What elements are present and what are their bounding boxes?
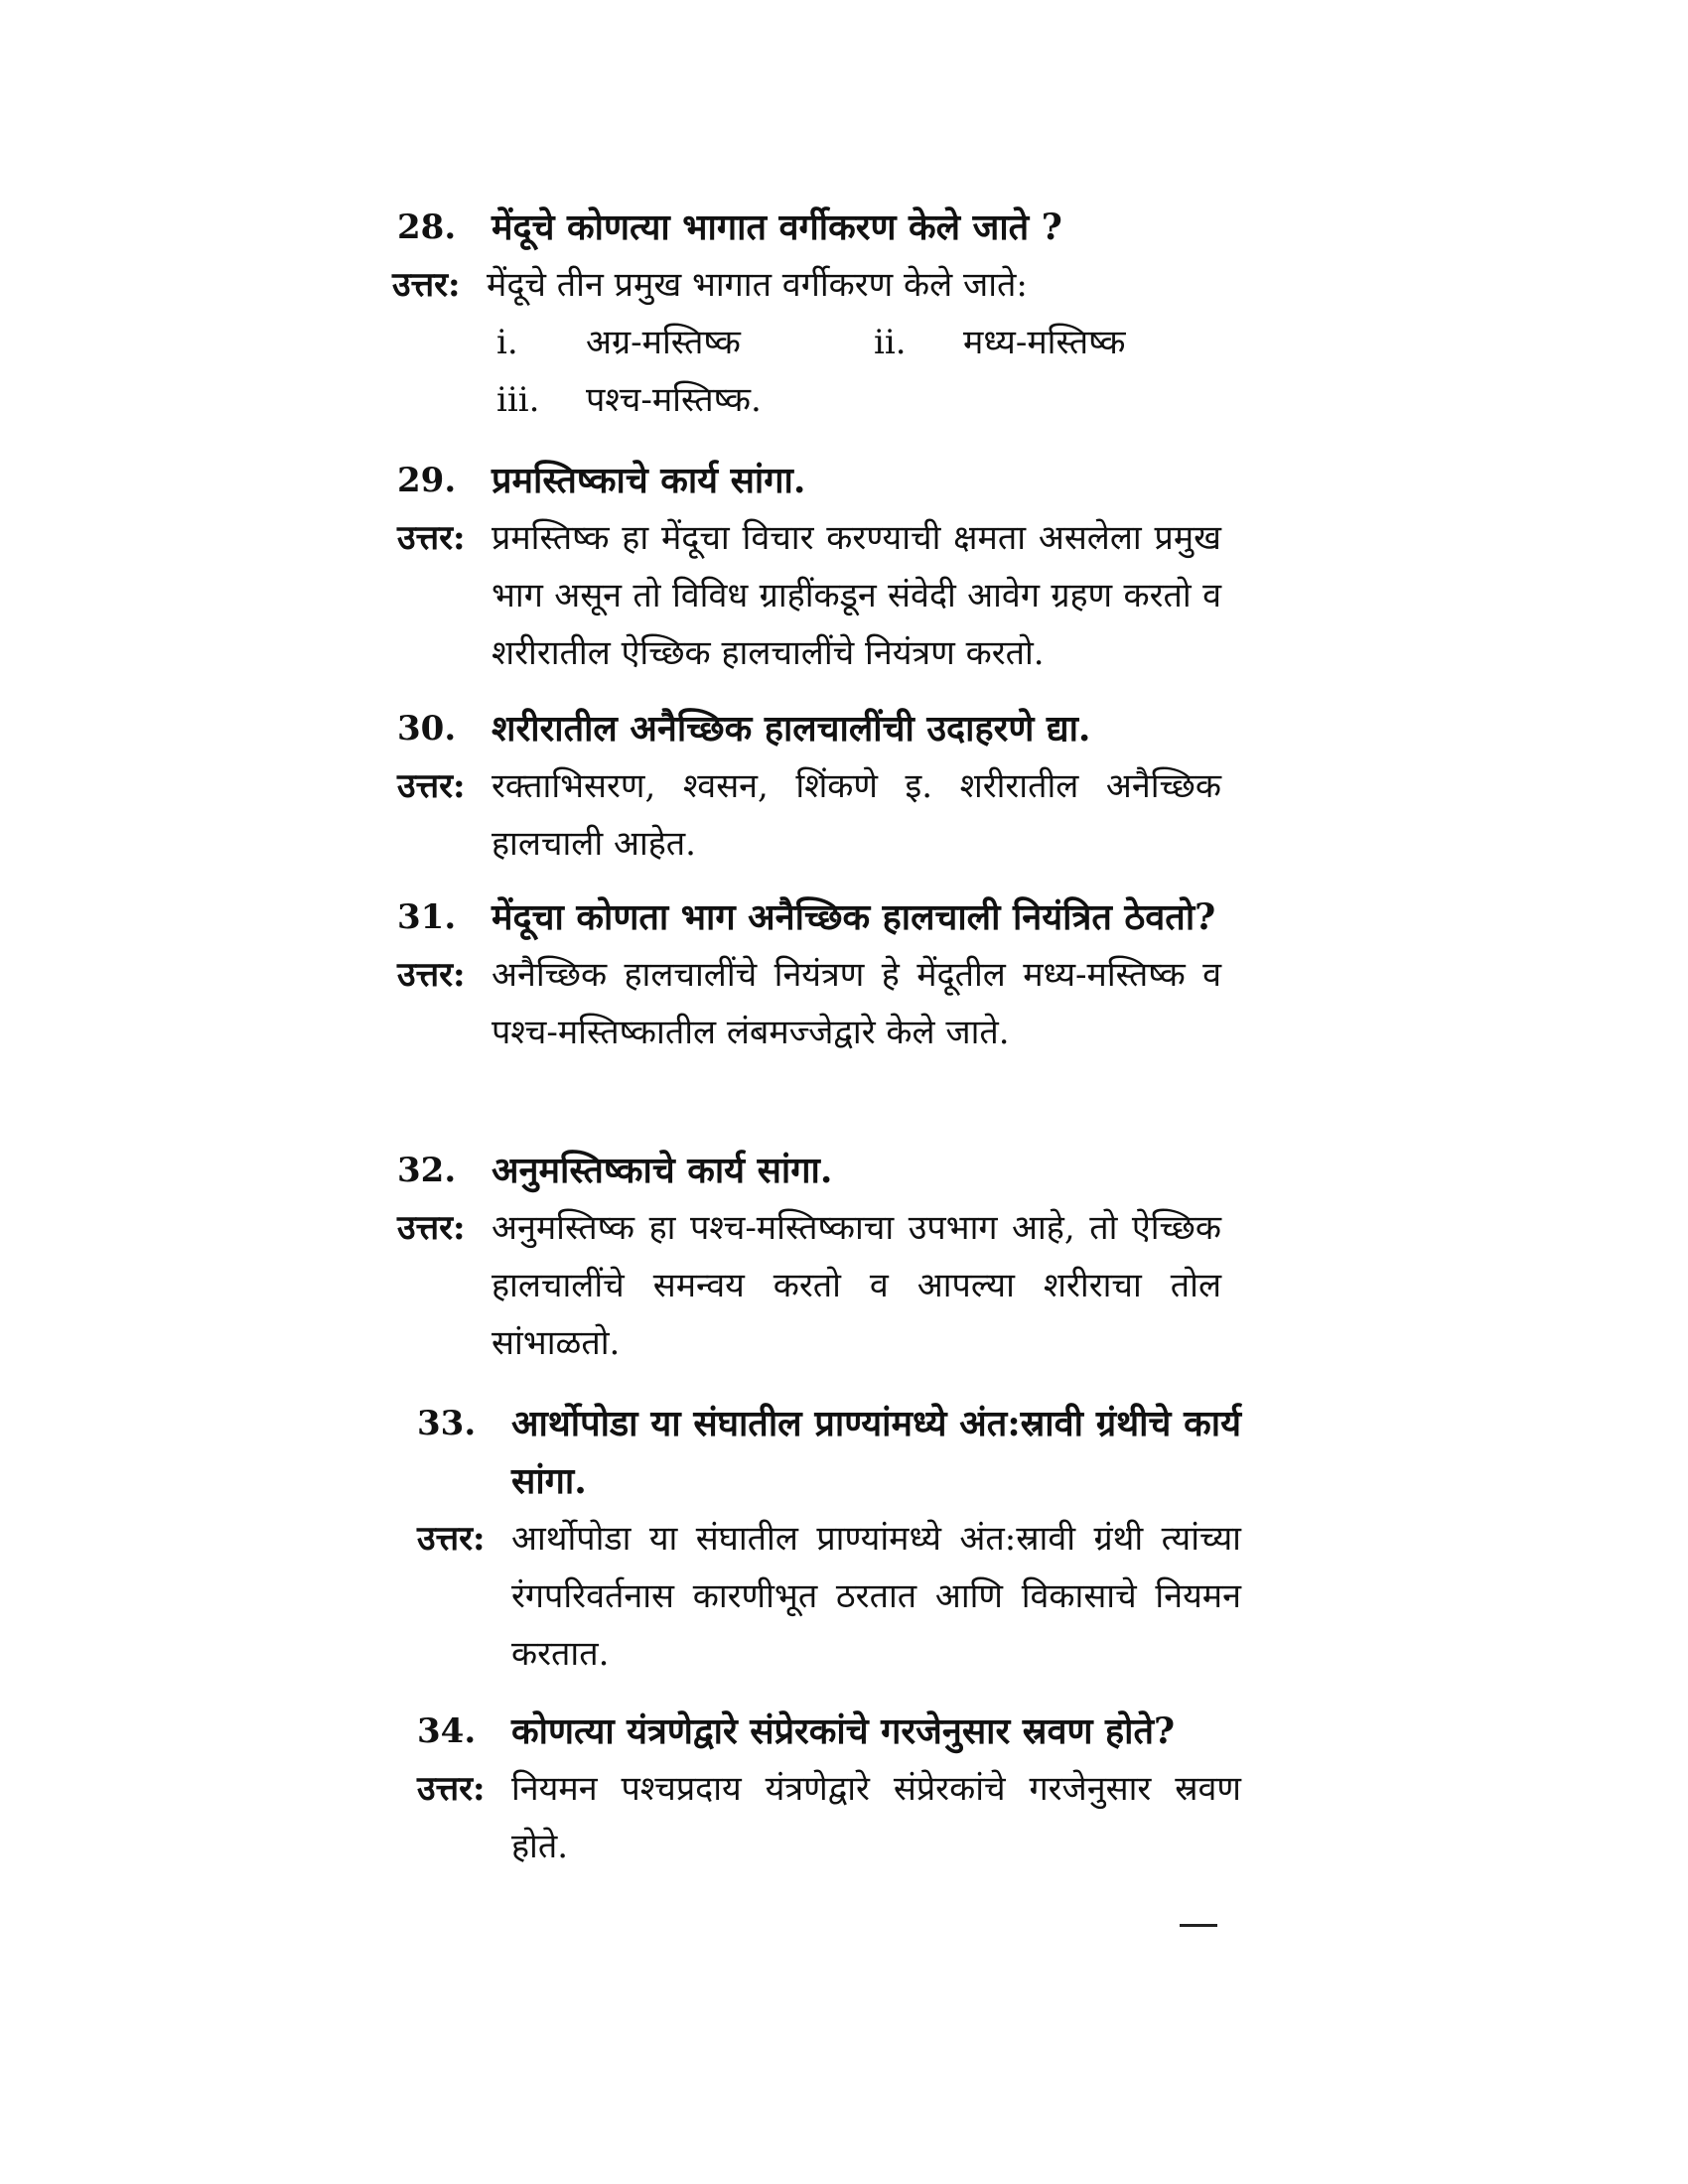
qa-item-28	[392, 199, 1251, 429]
question-row	[397, 700, 1221, 757]
answer-row	[417, 1510, 1241, 1683]
answer-label: उत्तर:	[397, 766, 466, 806]
question-number: 28.	[397, 207, 457, 247]
answer-label: उत्तर:	[397, 955, 466, 995]
answer-text: मेंदूचे तीन प्रमुख भागात वर्गीकरण केले जाते:	[487, 265, 1028, 305]
question-number: 31.	[397, 897, 457, 937]
question-number: 32.	[397, 1151, 457, 1190]
question-number: 33.	[417, 1404, 477, 1443]
question-text: आर्थोपोडा या संघातील प्राण्यांमध्ये अंत:स्रावी ग्रंथीचे कार्य सांगा.	[511, 1403, 1241, 1502]
answer-text: नियमन पश्चप्रदाय यंत्रणेद्वारे संप्रेरकांचे गरजेनुसार स्रवण होते.	[511, 1769, 1241, 1866]
question-row	[417, 1703, 1241, 1760]
list-text: अग्र-मस्तिष्क	[586, 323, 741, 362]
list-item	[496, 371, 874, 429]
qa-item-34	[417, 1703, 1241, 1875]
answer-row	[397, 1199, 1221, 1372]
answer-row	[397, 757, 1221, 873]
list-numeral: i.	[496, 323, 518, 362]
answer-text: अनैच्छिक हालचालींचे नियंत्रण हे मेंदूतील मध्य-मस्तिष्क व पश्च-मस्तिष्कातील लंबमज्जेद्वारे केले जाते.	[492, 955, 1221, 1052]
answer-text: प्रमस्तिष्क हा मेंदूचा विचार करण्याची क्षमता असलेला प्रमुख भाग असून तो विविध ग्राहींकडून संवेदी आवेग ग्रहण करतो व शरीरातील ऐच्छिक हालचालींचे नियंत्रण करतो.	[492, 518, 1221, 673]
list-numeral: ii.	[874, 323, 907, 362]
answer-label: उत्तर:	[397, 518, 466, 558]
question-row	[397, 199, 1251, 256]
list-text: पश्च-मस्तिष्क.	[586, 380, 762, 420]
answer-text: रक्ताभिसरण, श्वसन, शिंकणे इ. शरीरातील अनैच्छिक हालचाली आहेत.	[492, 766, 1221, 864]
list-item	[496, 314, 874, 371]
list-item	[874, 314, 1251, 371]
question-text: कोणत्या यंत्रणेद्वारे संप्रेरकांचे गरजेनुसार स्रवण होते?	[511, 1710, 1176, 1752]
end-mark-divider	[1180, 1924, 1217, 1927]
question-row	[397, 1142, 1221, 1199]
answer-row	[397, 946, 1221, 1061]
qa-item-29	[397, 452, 1221, 682]
answer-text: अनुमस्तिष्क हा पश्च-मस्तिष्काचा उपभाग आहे, तो ऐच्छिक हालचालींचे समन्वय करतो व आपल्या शरीराचा तोल सांभाळतो.	[492, 1208, 1221, 1363]
qa-item-32	[397, 1142, 1221, 1372]
question-text: प्रमस्तिष्काचे कार्य सांगा.	[492, 460, 806, 501]
answer-row	[392, 256, 1251, 314]
question-row	[417, 1395, 1241, 1510]
question-text: शरीरातील अनैच्छिक हालचालींची उदाहरणे द्या.	[492, 708, 1091, 750]
qa-item-33	[417, 1395, 1241, 1683]
question-number: 29.	[397, 461, 457, 500]
answer-text: आर्थोपोडा या संघातील प्राण्यांमध्ये अंत:स्रावी ग्रंथी त्यांच्या रंगपरिवर्तनास कारणीभूत ठरतात आणि विकासाचे नियमन करतात.	[511, 1519, 1241, 1674]
answer-label: उत्तर:	[417, 1769, 486, 1809]
brain-parts-list	[496, 314, 1251, 429]
answer-label: उत्तर:	[417, 1519, 486, 1559]
list-numeral: iii.	[496, 380, 540, 420]
list-text: मध्य-मस्तिष्क	[963, 323, 1126, 362]
question-row	[397, 888, 1221, 946]
answer-row	[417, 1760, 1241, 1875]
question-row	[397, 452, 1221, 509]
question-text: मेंदूचा कोणता भाग अनैच्छिक हालचाली नियंत्रित ठेवतो?	[492, 896, 1216, 938]
question-text: मेंदूचे कोणत्या भागात वर्गीकरण केले जाते ?	[492, 206, 1062, 248]
qa-item-31	[397, 888, 1221, 1061]
question-number: 30.	[397, 709, 457, 749]
answer-label: उत्तर:	[392, 265, 461, 305]
answer-row	[397, 509, 1221, 682]
question-text: अनुमस्तिष्काचे कार्य सांगा.	[492, 1150, 833, 1191]
answer-label: उत्तर:	[397, 1208, 466, 1248]
qa-item-30	[397, 700, 1221, 873]
question-number: 34.	[417, 1711, 477, 1751]
